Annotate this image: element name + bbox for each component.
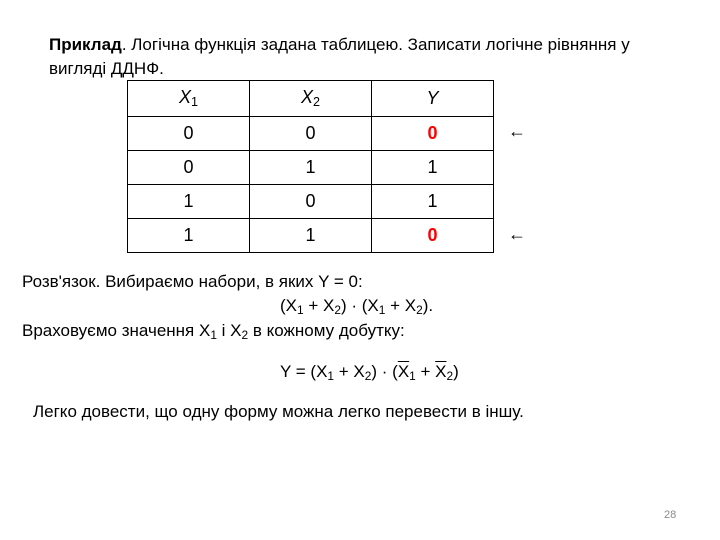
cell-x2: 1 <box>250 219 372 253</box>
negated-x2: $\overline{X}$ <box>435 362 447 381</box>
conclusion-text: Легко довести, що одну форму можна легко перевести в іншу. <box>33 402 524 421</box>
title-text-line2: вигляді ДДНФ. <box>49 59 164 78</box>
cell-x2: 1 <box>250 151 372 185</box>
header-y: Y <box>372 81 494 117</box>
final-equation: $Y = (X_1 + X_2) \cdot (\overline{X}_1 + \overline{X}_2)$ <box>280 362 459 383</box>
table-header-row <box>128 81 494 117</box>
title-text: . Логічна функція задана таблицею. Записати логічне рівняння у <box>121 35 630 54</box>
cell-y: 1 <box>372 185 494 219</box>
truth-table <box>127 80 494 253</box>
page-number: 28 <box>664 509 677 521</box>
cell-x2: 0 <box>250 185 372 219</box>
header-x1: $X_1$ <box>128 81 250 117</box>
header-x2: $X_2$ <box>250 81 372 117</box>
solution-note: Враховуємо значення $X_1$ і $X_2$ в кожному добутку: <box>22 321 405 342</box>
row-marker-arrow-icon: ← <box>508 224 526 244</box>
cell-x2: 0 <box>250 117 372 151</box>
solution-intro: Розв'язок. Вибираємо набори, в яких Y = 0: <box>22 272 363 291</box>
table-row <box>128 117 494 151</box>
product-expression: $(X_1 + X_2) \cdot (X_1 + X_2)$. <box>280 296 434 317</box>
cell-y: 1 <box>372 151 494 185</box>
cell-y: 0 <box>372 117 494 151</box>
table-row <box>128 151 494 185</box>
cell-x1: 0 <box>128 151 250 185</box>
negated-x1: $\overline{X}$ <box>397 362 410 381</box>
row-marker-arrow-icon: ← <box>508 121 526 141</box>
slide-title <box>49 33 630 81</box>
cell-x1: 0 <box>128 117 250 151</box>
cell-x1: 1 <box>128 185 250 219</box>
cell-x1: 1 <box>128 219 250 253</box>
example-label: Приклад <box>49 35 122 54</box>
table-row <box>128 219 494 253</box>
table-row <box>128 185 494 219</box>
cell-y: 0 <box>372 219 494 253</box>
